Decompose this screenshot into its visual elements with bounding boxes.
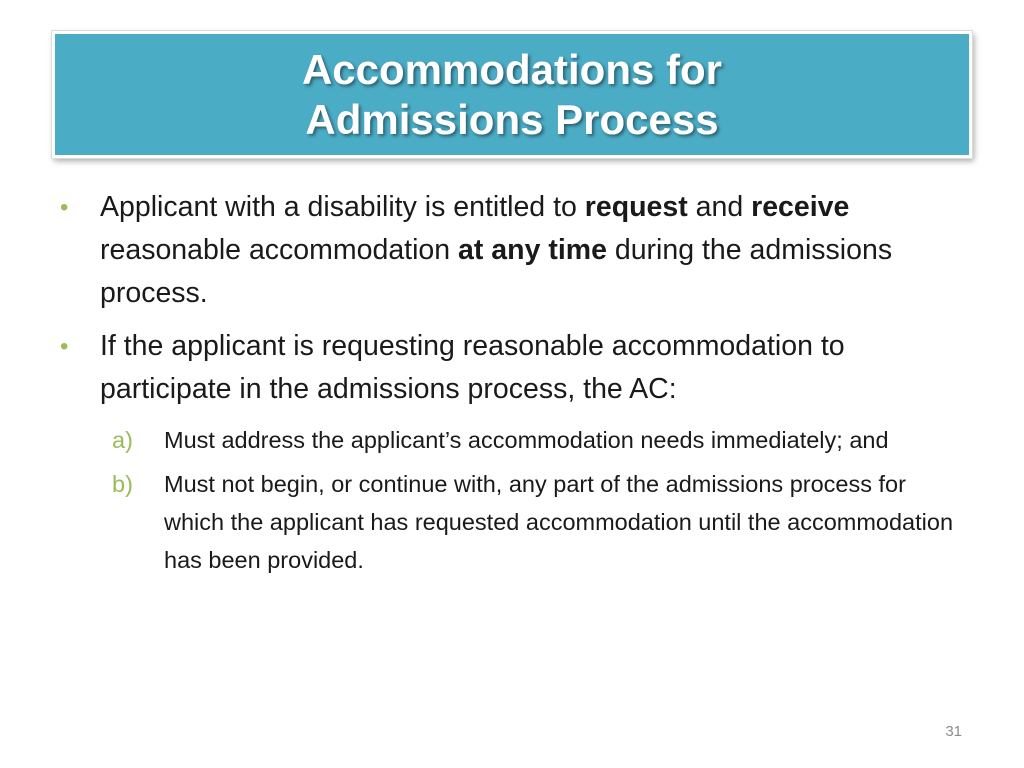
emphasis-at-any-time: at any time (458, 234, 607, 266)
bullet-text: and (687, 191, 752, 223)
bullet-item (60, 325, 970, 411)
bullet-item (60, 186, 970, 315)
sub-list-item (112, 465, 970, 579)
sub-list-item (112, 421, 970, 459)
bullet-icon: • (60, 194, 69, 221)
sub-list-marker: a) (112, 427, 133, 453)
sub-list-text: Must address the applicant’s accommodation needs immediately; and (164, 427, 889, 453)
sub-list (112, 421, 970, 579)
title-box (52, 31, 972, 158)
emphasis-request: request (584, 191, 688, 223)
emphasis-receive: receive (751, 191, 850, 223)
bullet-icon: • (60, 333, 69, 360)
sub-list-text: Must not begin, or continue with, any part of the admissions process for which the applicant has requested accommodation until the accommodation has been provided. (164, 471, 954, 573)
page-number: 31 (945, 723, 962, 740)
slide-body (60, 186, 970, 585)
slide-title-line-1: Accommodations for (301, 45, 723, 93)
slide-title-line-2: Admissions Process (305, 95, 719, 143)
bullet-text: Applicant with a disability is entitled to (100, 191, 585, 223)
bullet-text: If the applicant is requesting reasonable accommodation to participate in the admissions process, the AC: (100, 330, 845, 405)
sub-list-marker: b) (112, 471, 133, 497)
bullet-text: during the admissions process. (100, 234, 893, 309)
bullet-text: reasonable accommodation (100, 234, 459, 266)
